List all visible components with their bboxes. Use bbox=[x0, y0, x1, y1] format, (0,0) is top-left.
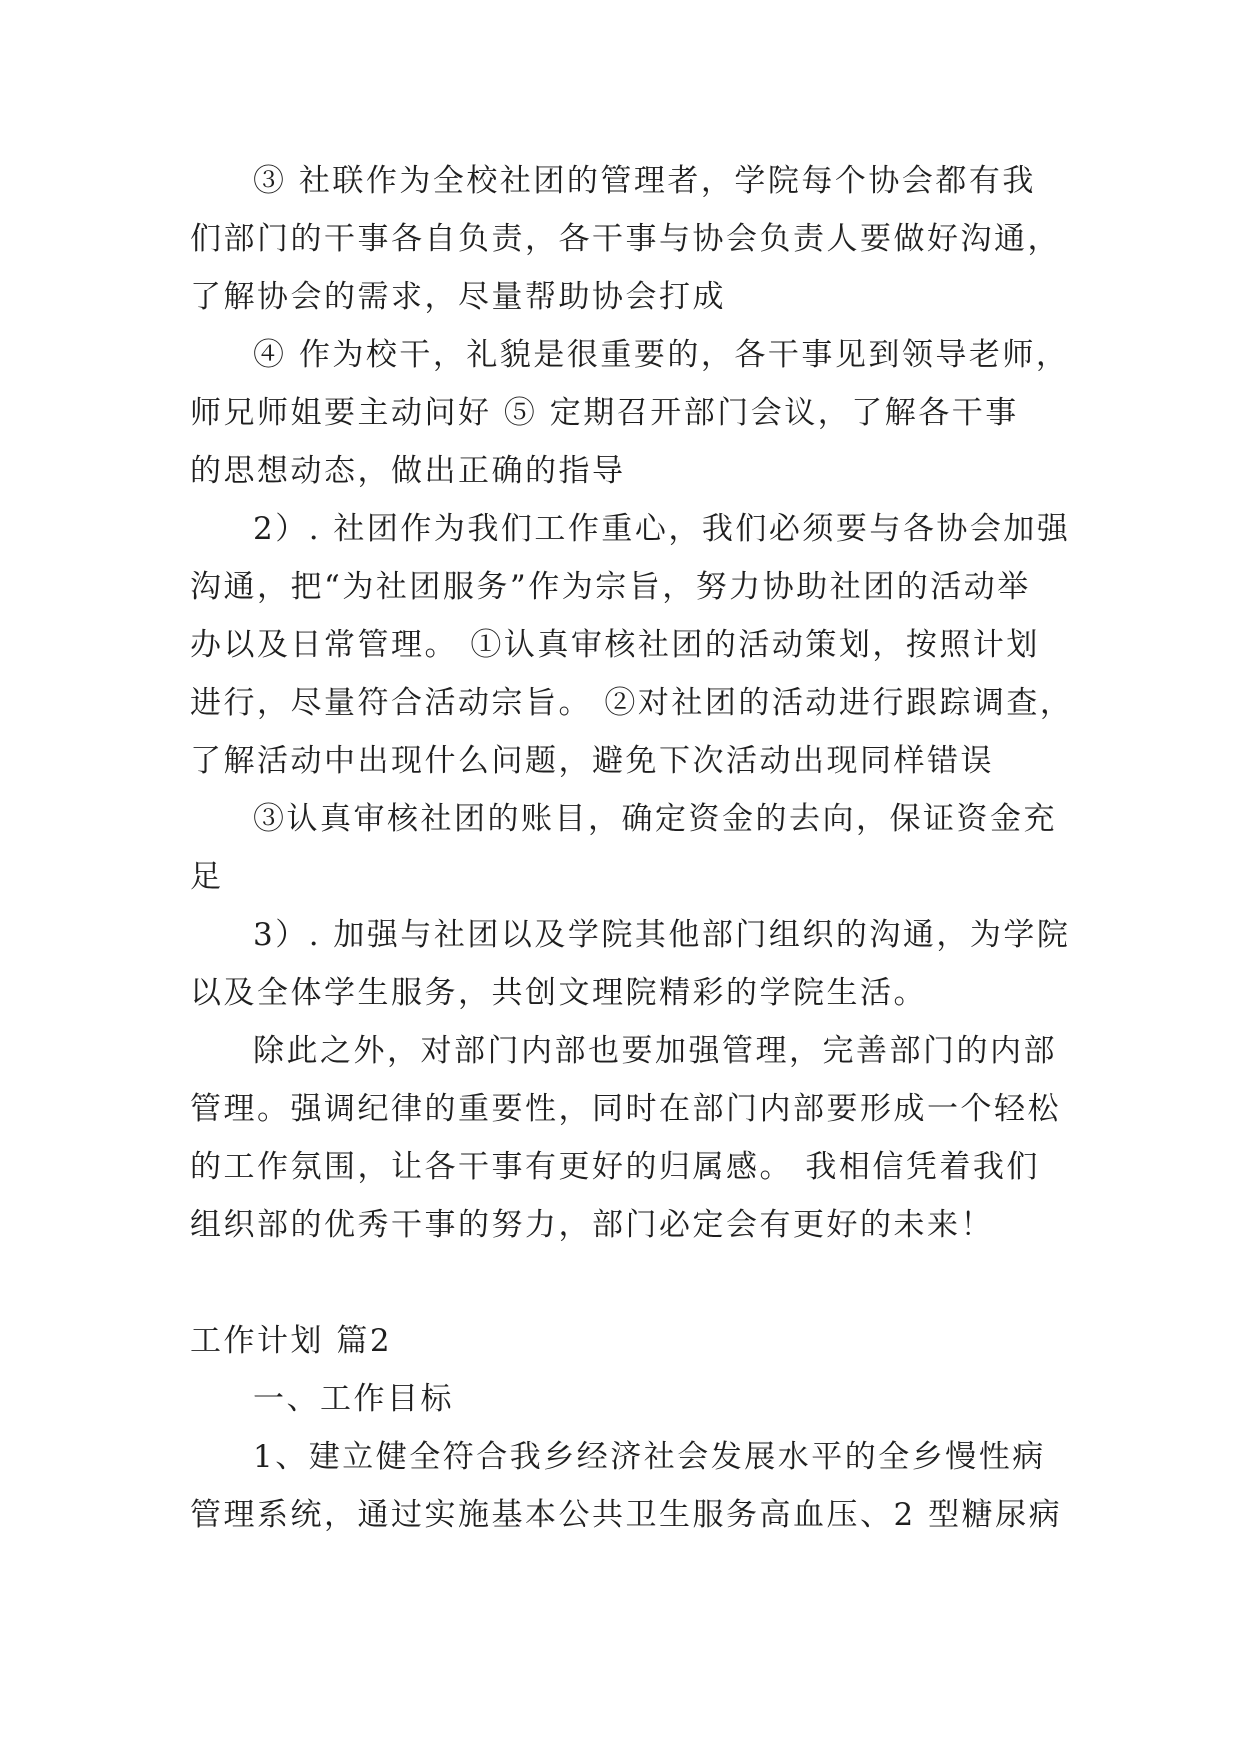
section-title: 工作计划 篇2 bbox=[190, 1323, 393, 1359]
text-line: 足 bbox=[190, 859, 224, 895]
text-line: 了解活动中出现什么问题，避免下次活动出现同样错误 bbox=[190, 743, 994, 779]
text-line: 沟通，把“为社团服务”作为宗旨，努力协助社团的活动举 bbox=[190, 569, 1031, 605]
text-line: 的思想动态，做出正确的指导 bbox=[190, 453, 626, 489]
text-line: 管理系统，通过实施基本公共卫生服务高血压、2 型糖尿病 bbox=[190, 1497, 1063, 1533]
section-paragraph-1 bbox=[190, 1370, 1060, 1428]
paragraph-3 bbox=[190, 500, 1074, 790]
paragraph-1 bbox=[190, 152, 1060, 326]
text-line: 2）. 社团作为我们工作重心，我们必须要与各协会加强 bbox=[253, 511, 1071, 547]
text-line: 了解协会的需求，尽量帮助协会打成 bbox=[190, 279, 726, 315]
text-line: 们部门的干事各自负责，各干事与协会负责人要做好沟通， bbox=[190, 221, 1061, 257]
text-line: ③ 社联作为全校社团的管理者，学院每个协会都有我 bbox=[253, 163, 1036, 199]
paragraph-6 bbox=[190, 1022, 1060, 1254]
text-line: ④ 作为校干，礼貌是很重要的，各干事见到领导老师， bbox=[253, 337, 1070, 373]
text-line: 一、工作目标 bbox=[253, 1381, 454, 1417]
text-line: 除此之外，对部门内部也要加强管理，完善部门的内部 bbox=[253, 1033, 1057, 1069]
text-line: ③认真审核社团的账目，确定资金的去向，保证资金充 bbox=[253, 801, 1057, 837]
text-line: 师兄师姐要主动问好 ⑤ 定期召开部门会议，了解各干事 bbox=[190, 395, 1019, 431]
section-paragraph-2 bbox=[190, 1428, 1063, 1544]
text-line: 的工作氛围，让各干事有更好的归属感。 我相信凭着我们 bbox=[190, 1149, 1040, 1185]
paragraph-5 bbox=[190, 906, 1071, 1022]
paragraph-4 bbox=[190, 790, 1060, 906]
text-line: 办以及日常管理。 ①认真审核社团的活动策划，按照计划 bbox=[190, 627, 1040, 663]
text-line: 以及全体学生服务，共创文理院精彩的学院生活。 bbox=[190, 975, 927, 1011]
text-line: 组织部的优秀干事的努力，部门必定会有更好的未来！ bbox=[190, 1207, 994, 1243]
text-line: 进行，尽量符合活动宗旨。 ②对社团的活动进行跟踪调查， bbox=[190, 685, 1074, 721]
paragraph-2 bbox=[190, 326, 1070, 500]
text-line: 3）. 加强与社团以及学院其他部门组织的沟通，为学院 bbox=[253, 917, 1071, 953]
text-line: 1、建立健全符合我乡经济社会发展水平的全乡慢性病 bbox=[253, 1439, 1046, 1475]
text-line: 管理。强调纪律的重要性，同时在部门内部要形成一个轻松 bbox=[190, 1091, 1061, 1127]
